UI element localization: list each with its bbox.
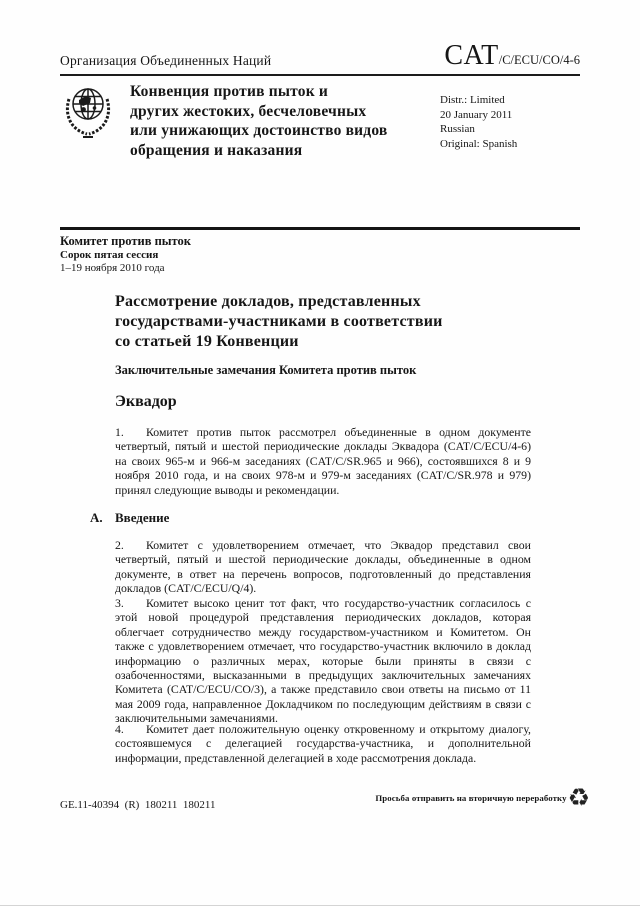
section-letter: A. xyxy=(90,510,103,525)
paragraph-2 xyxy=(115,538,531,596)
recycle-icon: ♻ xyxy=(567,783,590,812)
distr-line: Distr.: Limited xyxy=(440,94,505,106)
section-a-heading xyxy=(90,510,169,526)
date-line: 20 January 2011 xyxy=(440,108,513,121)
paragraph-number: 1. xyxy=(115,425,124,439)
subtitle: Заключительные замечания Комитета против пыток xyxy=(115,363,417,377)
paragraph-number: 4. xyxy=(115,722,124,736)
un-emblem-icon xyxy=(56,79,120,143)
paragraph-text: Комитет против пыток рассмотрел объединенные в одном документе четвертый, пятый и шестой периодические доклады Эквадора (CAT/C/ECU/4-6) на своих 965-м и 966-м заседаниях (CAT/C/SR.965 и 966), состоявшихся 8 и 9 ноября 2010 года, и на своих 978-м и 979-м заседаниях (CAT/C/SR.978 и 979) принял следующие выводы и рекомендации. xyxy=(115,425,531,497)
document-symbol-main: CAT xyxy=(444,40,499,71)
recycle-note-text: Просьба отправить на вторичную переработку xyxy=(375,792,567,803)
paragraph-text: Комитет с удовлетворением отмечает, что Эквадор представил свои четвертый, пятый и шестой периодические доклады, объединенные в одном документе, в ответ на перечень вопросов, подготовленный до представления докладов (CAT/C/ECU/Q/4). xyxy=(115,538,531,596)
header-rule xyxy=(60,74,580,76)
recycle-note-block xyxy=(375,785,590,810)
session-dates: 1–19 ноября 2010 года xyxy=(60,262,165,274)
ge-number: GE.11-40394 (R) 180211 180211 xyxy=(60,799,216,811)
treaty-title-line: обращения и наказания xyxy=(130,141,303,159)
distribution-block xyxy=(440,93,517,151)
treaty-title-line: или унижающих достоинство видов xyxy=(130,122,388,139)
document-symbol xyxy=(444,40,580,72)
session-block xyxy=(60,235,191,276)
paragraph-4 xyxy=(115,722,531,765)
paragraph-number: 2. xyxy=(115,538,124,552)
treaty-title xyxy=(130,82,387,160)
session-name: Сорок пятая сессия xyxy=(60,248,159,261)
paragraph-text: Комитет дает положительную оценку откровенному и открытому диалогу, состоявшемуся с делегацией государства-участника, и дополнительной информации, представленной делегацией в ходе рассмотрения доклада. xyxy=(115,722,531,765)
original-language-line: Original: Spanish xyxy=(440,137,518,150)
country-heading: Эквадор xyxy=(115,393,177,410)
section-title: Введение xyxy=(115,510,170,525)
org-name: Организация Объединенных Наций xyxy=(60,53,272,68)
paragraph-3 xyxy=(115,596,531,726)
language-line: Russian xyxy=(440,123,475,136)
treaty-title-line: Конвенция против пыток и xyxy=(130,83,329,100)
main-title-line: государствами-участниками в соответствии xyxy=(115,313,443,330)
main-title-line: Рассмотрение докладов, представленных xyxy=(115,293,421,310)
paragraph-text: Комитет высоко ценит тот факт, что государство-участник согласилось с этой новой процедурой представления периодических докладов, которая облегчает сотрудничество между государством-участником и Комитетом. Он также с удовлетворением отмечает, что государство-участник включило в доклад информацию о различных мерах, которые были приняты в связи с озабоченностями, высказанными в предыдущих заключительных замечаниях Комитета (CAT/C/ECU/CO/3), а также представило свои ответы на письмо от 11 мая 2009 года, направленное Докладчиком по последующим действиям в связи с заключительными замечаниями. xyxy=(115,596,531,726)
committee-name: Комитет против пыток xyxy=(60,234,191,248)
document-symbol-suffix: /C/ECU/CO/4-6 xyxy=(498,53,580,67)
paragraph-1 xyxy=(115,425,531,497)
treaty-title-line: других жестоких, бесчеловечных xyxy=(130,102,367,120)
paragraph-number: 3. xyxy=(115,596,124,610)
section-divider-rule xyxy=(60,227,580,230)
main-title xyxy=(115,292,443,352)
main-title-line: со статьей 19 Конвенции xyxy=(115,333,299,350)
